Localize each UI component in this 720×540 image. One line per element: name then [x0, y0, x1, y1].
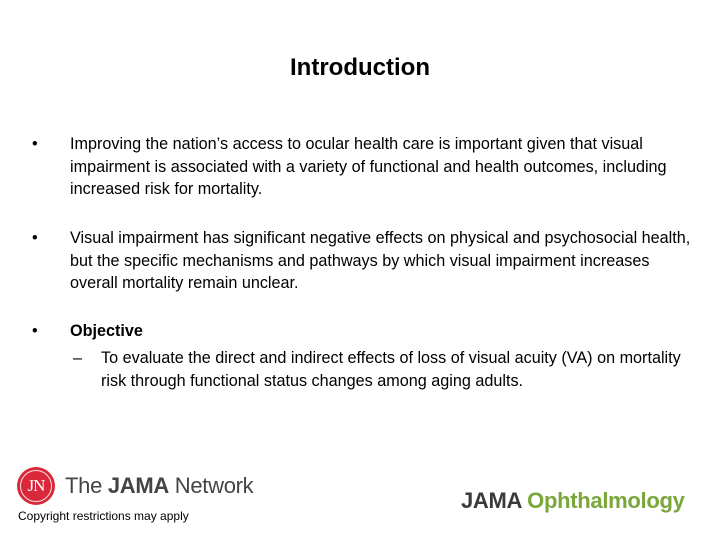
- sub-bullet-text: To evaluate the direct and indirect effects of loss of visual acuity (VA) on mortality risk through functional status changes among aging adults.: [101, 349, 681, 390]
- bullet-marker: •: [32, 135, 38, 153]
- bullet-item-objective: [32, 320, 692, 343]
- journal-logo-part1: JAMA: [461, 488, 528, 513]
- bullet-item: [32, 227, 692, 295]
- copyright-notice: Copyright restrictions may apply: [18, 509, 189, 523]
- wordmark-brand: JAMA: [107, 473, 169, 498]
- jama-ophthalmology-logo: [461, 488, 685, 514]
- jn-badge-icon: JN: [17, 467, 55, 505]
- slide-title: Introduction: [290, 54, 430, 81]
- bullet-item: [32, 133, 692, 201]
- bullet-text: Visual impairment has significant negative effects on physical and psychosocial health, but the specific mechanisms and pathways by which visual impairment increases overall mortality remain unclear.: [70, 229, 691, 292]
- bullet-marker: •: [32, 322, 38, 340]
- jama-network-logo: [17, 466, 257, 506]
- jama-network-wordmark: [65, 473, 253, 499]
- objective-heading: Objective: [70, 322, 143, 340]
- journal-logo-part2: Ophthalmology: [527, 488, 685, 513]
- sub-bullet-marker: –: [73, 349, 83, 367]
- wordmark-prefix: The: [65, 473, 108, 498]
- bullet-marker: •: [32, 229, 38, 247]
- wordmark-suffix: Network: [168, 473, 254, 498]
- bullet-text: Improving the nation’s access to ocular health care is important given that visual impairment is associated with a variety of functional and health outcomes, including increased risk for mortality.: [70, 135, 667, 198]
- sub-bullet-item: [73, 347, 703, 392]
